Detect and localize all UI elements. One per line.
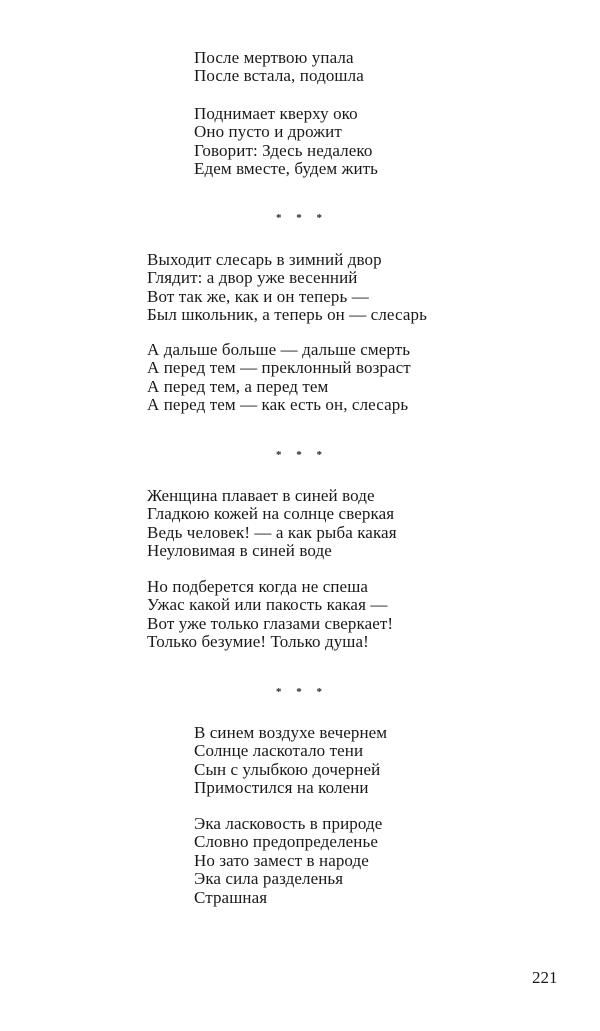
poem-line: Говорит: Здесь недалеко: [194, 140, 373, 160]
poem-line: Солнце ласкотало тени: [194, 741, 364, 761]
poem-line: Неуловимая в синей воде: [147, 541, 332, 561]
poem-line: А перед тем — как есть он, слесарь: [147, 395, 409, 415]
poem-4-stanza-2: [194, 815, 382, 907]
section-separator: * * *: [276, 212, 328, 224]
poem-line: А перед тем — преклонный возраст: [147, 358, 411, 378]
poem-line: Едем вместе, будем жить: [194, 159, 379, 179]
poem-line: Сын с улыбкою дочерней: [194, 759, 381, 779]
poem-line: Гладкою кожей на солнце сверкая: [147, 504, 395, 524]
poem-line: Женщина плавает в синей воде: [147, 486, 375, 505]
poem-line: Поднимает кверху око: [194, 104, 358, 123]
poem-line: В синем воздухе вечернем: [194, 723, 388, 742]
poem-line: Ужас какой или пакость какая —: [147, 595, 388, 615]
poem-4-stanza-1: [194, 724, 387, 798]
section-separator: * * *: [276, 449, 328, 461]
poem-line: Выходит слесарь в зимний двор: [147, 250, 382, 269]
poem-2-stanza-2: [147, 341, 411, 415]
poem-line: Ведь человек! — а как рыба какая: [147, 522, 397, 542]
section-separator: * * *: [276, 686, 328, 698]
poem-line: Был школьник, а теперь он — слесарь: [147, 305, 427, 325]
poem-line: Вот так же, как и он теперь —: [147, 286, 369, 306]
poem-line: Только безумие! Только душа!: [147, 632, 369, 652]
poem-line: Эка ласковость в природе: [194, 814, 383, 833]
poem-line: После мертвою упала: [194, 48, 354, 67]
poem-line: Страшная: [194, 887, 268, 907]
poem-line: Оно пусто и дрожит: [194, 122, 342, 142]
poem-1-stanza-2: [194, 105, 378, 179]
poem-3-stanza-1: [147, 487, 397, 561]
poem-line: Но зато замест в народе: [194, 850, 369, 870]
poem-line: Вот уже только глазами сверкает!: [147, 613, 394, 633]
poem-line: Эка сила разделенья: [194, 869, 344, 889]
poem-line: А перед тем, а перед тем: [147, 376, 329, 396]
poem-1-stanza-1: [194, 49, 364, 86]
poem-line: Но подберется когда не спеша: [147, 577, 369, 596]
poem-line: А дальше больше — дальше смерть: [147, 340, 411, 359]
poem-line: Глядит: а двор уже весенний: [147, 268, 358, 288]
page-number: 221: [532, 968, 558, 987]
poem-line: Примостился на колени: [194, 778, 369, 798]
poem-3-stanza-2: [147, 578, 393, 652]
poem-line: Словно предопределенье: [194, 832, 379, 852]
poem-2-stanza-1: [147, 251, 427, 325]
poem-line: После встала, подошла: [194, 66, 364, 86]
